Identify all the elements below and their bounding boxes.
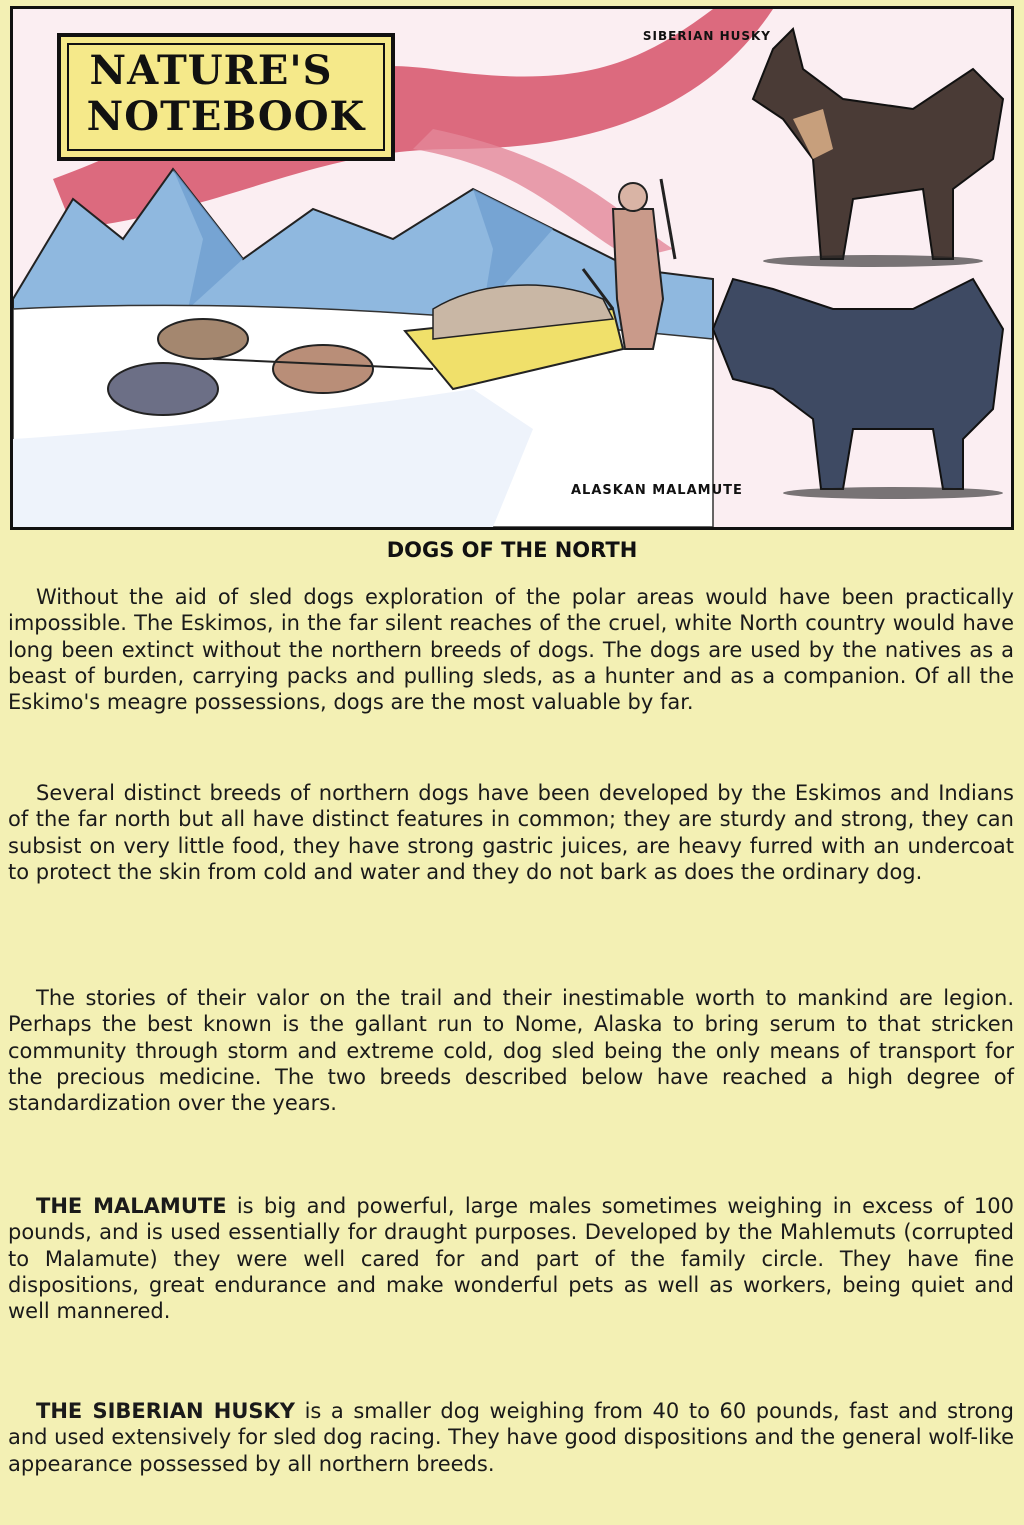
malamute-shadow xyxy=(783,487,1003,499)
paragraph-3 xyxy=(8,985,1014,1116)
article-heading: DOGS OF THE NORTH xyxy=(386,538,638,562)
sled-dog-front xyxy=(273,345,373,393)
husky-run-in-heading: THE SIBERIAN HUSKY xyxy=(36,1399,295,1423)
paragraph-1 xyxy=(8,584,1014,715)
paragraph-3-text: The stories of their valor on the trail and their inestimable worth to mankind are legion. Perhaps the best known is the gallant run to Nome, Alaska to bring serum to that stricken community through storm and extreme cold, dog sled being the only means of transport for the precious medicine. The two breeds described below have reached a high degree of standardization over the years. xyxy=(8,986,1014,1116)
malamute-description: is big and powerful, large males sometimes weighing in excess of 100 pounds, and is used essentially for draught purposes. Developed by the Mahlemuts (corrupted to Malamute) they were well cared for and part of the family circle. They have fine dispositions, great endurance and make wonderful pets as well as workers, being quiet and well mannered. xyxy=(8,1194,1014,1324)
title-line-1: NATURE'S xyxy=(89,47,333,94)
paragraph-husky-text xyxy=(8,1398,1014,1477)
sled-dog-lead xyxy=(108,363,218,415)
paragraph-malamute xyxy=(8,1193,1014,1324)
paragraph-husky xyxy=(8,1398,1014,1477)
title-box xyxy=(57,33,395,161)
paragraph-1-text: Without the aid of sled dogs exploration of the polar areas would have been practically impossible. The Eskimos, in the far silent reaches of the cruel, white North country would have long been extinct without the northern breeds of dogs. The dogs are used by the natives as a beast of burden, carrying packs and pulling sleds, as a hunter and as a companion. Of all the Eskimo's meagre possessions, dogs are the most valuable by far. xyxy=(8,585,1014,715)
husky-shadow xyxy=(763,255,983,267)
title-line-2: NOTEBOOK xyxy=(86,93,366,140)
siberian-husky-label: SIBERIAN HUSKY xyxy=(642,29,771,43)
paragraph-2-text: Several distinct breeds of northern dogs have been developed by the Eskimos and Indians of the far north but all have distinct features in common; they are sturdy and strong, they can subsist on very little food, they have strong gastric juices, are heavy furred with an undercoat to protect the skin from cold and water and they do not bark as does the ordinary dog. xyxy=(8,781,1014,884)
sled-dog-middle xyxy=(158,319,248,359)
paragraph-malamute-text xyxy=(8,1193,1014,1324)
husky-description: is a smaller dog weighing from 40 to 60 pounds, fast and strong and used extensively for sled dog racing. They have good dispositions and the general wolf-like appearance possessed by all northern breeds. xyxy=(8,1399,1015,1476)
alaskan-malamute-label: ALASKAN MALAMUTE xyxy=(571,483,743,498)
malamute-run-in-heading: THE MALAMUTE xyxy=(36,1194,227,1218)
paragraph-2 xyxy=(8,780,1014,885)
illustration-panel xyxy=(10,6,1014,530)
driver-head xyxy=(619,183,647,211)
